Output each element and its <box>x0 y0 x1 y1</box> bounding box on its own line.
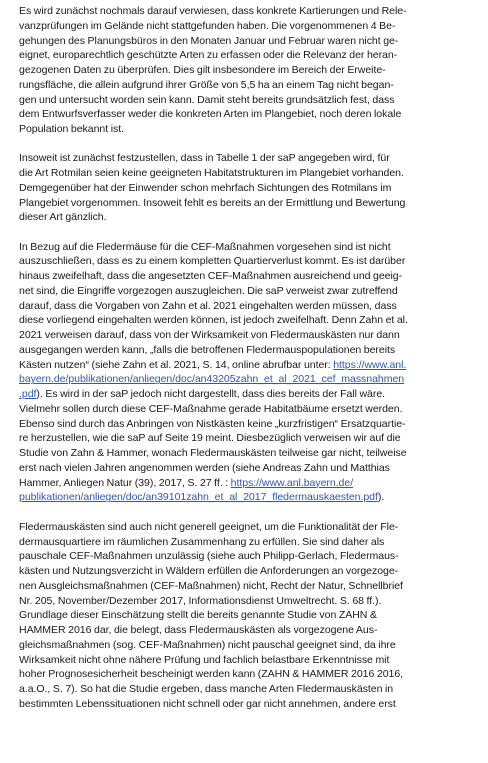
text-run: kästen und Nutzungsverzicht in Wäldern erfüllen die Anforderungen an vorgezoge- <box>19 565 399 578</box>
text-line <box>19 93 471 108</box>
url-link[interactable]: https://www.anl.bayern.de/ <box>230 476 354 489</box>
text-line <box>19 343 471 358</box>
text-run: gleichsmaßnahmen (sog. CEF-Maßnahmen) nicht pauschal geeignet sind, da ihre <box>19 638 396 651</box>
text-run: Es wird zunächst nochmals darauf verwiesen, dass konkrete Kartierungen und Rele- <box>19 5 407 17</box>
text-run: nen Ausgleichsmaßnahmen (CEF-Maßnahmen) nicht, Recht der Natur, Schnellbrief <box>19 579 403 592</box>
paragraph <box>19 520 471 712</box>
paragraph <box>19 151 471 225</box>
text-run: Insoweit ist zunächst festzustellen, dass in Tabelle 1 der saP angegeben wird, für <box>19 152 390 165</box>
text-run: re herzustellen, wie die saP auf Seite 19 meint. Diesbezüglich verweisen wir auf die <box>19 432 401 445</box>
text-line <box>19 667 471 682</box>
text-line <box>19 166 471 181</box>
text-line <box>19 579 471 594</box>
text-run: Plangebiet vorgenommen. Insoweit fehlt es bereits an der Ermittlung und Bewertung <box>19 196 406 209</box>
text-run: net sind, die Eingriffe vorgezogen auszugleichen. Die saP verweist zwar zutreffend <box>19 284 398 297</box>
text-run: darauf, dass die Vorgaben von Zahn et al. 2021 eingehalten werden müssen, dass <box>19 299 397 312</box>
text-run: die Art Rotmilan seien keine geeigneten Habitatstrukturen im Plangebiet vorhanden. <box>19 167 404 180</box>
text-run: dem Entwurfsverfasser weder die konkreten Arten im Plangebiet, noch deren lokale <box>19 108 402 121</box>
text-line <box>19 151 471 166</box>
text-run: rungsfläche, die allein aufgrund ihrer Größe von 5,5 ha an einem Tag nicht began- <box>19 78 394 91</box>
text-run: Fledermauskästen sind auch nicht generell geeignet, um die Funktionalität der Fle- <box>19 520 399 533</box>
document-page <box>19 4 471 726</box>
text-run: ). <box>377 491 385 504</box>
text-line <box>19 682 471 697</box>
text-line <box>19 372 471 387</box>
text-run: a.a.O., S. 7). So hat die Studie ergeben, dass manche Arten Fledermauskästen in <box>19 683 394 696</box>
text-line <box>19 564 471 579</box>
text-run: ausgegangen werden kann, „falls die betroffenen Fledermauspopulationen bereits <box>19 343 396 356</box>
text-line <box>19 653 471 668</box>
url-link[interactable]: bayern.de/publikationen/anliegen/doc/an43205zahn_et_al_2021_cef_massnahmen <box>19 373 405 386</box>
text-run: In Bezug auf die Fledermäuse für die CEF-Maßnahmen vorgesehen sind ist nicht <box>19 240 391 253</box>
text-line <box>19 48 471 63</box>
paragraph <box>19 4 471 137</box>
text-run: dermausquartiere im räumlichen Zusammenhang zu erfüllen. Sie sind daher als <box>19 535 385 548</box>
text-run: HAMMER 2016 dar, die belegt, dass Fledermauskästen als vorgezogene Aus- <box>19 624 378 637</box>
text-run: ). Es wird in der saP jedoch nicht dargestellt, dass dies bereits der Fall wäre. <box>36 388 386 401</box>
text-line <box>19 269 471 284</box>
url-link[interactable]: publikationen/anliegen/doc/an39101zahn_et_al_2017_fledermauskaesten.pdf <box>19 491 378 504</box>
text-line <box>19 240 471 255</box>
text-line <box>19 490 471 505</box>
text-line <box>19 697 471 712</box>
text-line <box>19 78 471 93</box>
text-line <box>19 254 471 269</box>
text-run: eignet, europarechtlich geschützte Arten zu erfassen oder die Relevanz der heran- <box>19 49 398 62</box>
text-line <box>19 623 471 638</box>
text-line <box>19 19 471 34</box>
text-run: diese vorliegend eingehalten werden können, ist jedoch zweifelhaft. Denn Zahn et al. <box>19 314 408 327</box>
text-line <box>19 181 471 196</box>
text-run: hinaus zweifelhaft, dass die angesetzten CEF-Maßnahmen ausreichend und geeig- <box>19 270 403 283</box>
text-run: Kästen nutzen“ (siehe Zahn et al. 2021, S. 14, online abrufbar unter: <box>19 358 334 371</box>
text-line <box>19 107 471 122</box>
text-run: erst nach vielen Jahren angenommen werden (siehe Andreas Zahn und Matthias <box>19 461 390 474</box>
text-line <box>19 461 471 476</box>
text-line <box>19 313 471 328</box>
text-line <box>19 638 471 653</box>
text-line <box>19 299 471 314</box>
text-line <box>19 608 471 623</box>
text-run: Grundlage dieser Einschätzung stellt die bereits genannte Studie von ZAHN & <box>19 609 377 622</box>
text-line <box>19 594 471 609</box>
text-run: gezogenen Daten zu überprüfen. Dies gilt insbesondere im Bereich der Erweite- <box>19 64 386 76</box>
text-run: dieser Art gänzlich. <box>19 211 107 224</box>
text-line <box>19 476 471 491</box>
text-line <box>19 535 471 550</box>
text-run: Population bekannt ist. <box>19 123 124 135</box>
text-line <box>19 34 471 49</box>
text-line <box>19 4 471 19</box>
text-line <box>19 210 471 225</box>
text-run: Vielmehr sollen durch diese CEF-Maßnahme gerade Habitatbäume ersetzt werden. <box>19 402 403 415</box>
text-line <box>19 446 471 461</box>
url-link[interactable]: .pdf <box>19 388 37 401</box>
text-line <box>19 520 471 535</box>
text-run: gen und untersucht worden sein kann. Damit steht bereits grundsätzlich fest, dass <box>19 93 395 106</box>
text-run: Nr. 205, November/Dezember 2017, Informationsdienst Umweltrecht. S. 68 ff.). <box>19 594 382 607</box>
text-line <box>19 63 471 78</box>
text-run: hoher Prognosesicherheit bescheinigt werden kann (ZAHN & HAMMER 2016 2016, <box>19 668 404 681</box>
text-line <box>19 417 471 432</box>
text-line <box>19 358 471 373</box>
text-run: 2021 verweisen darauf, dass von der Wirksamkeit von Fledermauskästen nur dann <box>19 329 400 342</box>
text-run: Studie von Zahn & Hammer, wonach Fledermauskästen teilweise gar nicht, teilweise <box>19 447 407 460</box>
text-run: bestimmten Lebenssituationen nicht schnell oder gar nicht annehmen, andere erst <box>19 697 396 710</box>
text-line <box>19 196 471 211</box>
text-line <box>19 549 471 564</box>
text-line <box>19 387 471 402</box>
text-run: pauschale CEF-Maßnahmen unzulässig (siehe auch Philipp-Gerlach, Fledermaus- <box>19 550 399 563</box>
text-line <box>19 284 471 299</box>
text-run: Wirksamkeit nicht ohne nähere Prüfung und fachlich belastbare Erkenntnisse mit <box>19 653 390 666</box>
text-run: Demgegenüber hat der Einwender schon mehrfach Sichtungen des Rotmilans im <box>19 181 392 194</box>
text-run: auszuschließen, dass es zu einem kompletten Quartierverlust kommt. Es ist darüber <box>19 255 406 268</box>
paragraph <box>19 240 471 506</box>
url-link[interactable]: https://www.anl. <box>333 358 407 371</box>
text-run: Ebenso sind durch das Anbringen von Nistkästen keine „kurzfristigen“ Ersatzquartie- <box>19 417 406 430</box>
text-line <box>19 122 471 137</box>
text-line <box>19 402 471 417</box>
text-run: vanzprüfungen im Gelände nicht stattgefunden haben. Die vorgenommenen 4 Be- <box>19 19 396 32</box>
text-run: gehungen des Planungsbüros in den Monaten Januar und Februar waren nicht ge- <box>19 34 399 47</box>
text-line <box>19 431 471 446</box>
text-run: Hammer, Anliegen Natur (39), 2017, S. 27 ff. : <box>19 476 231 489</box>
text-line <box>19 328 471 343</box>
